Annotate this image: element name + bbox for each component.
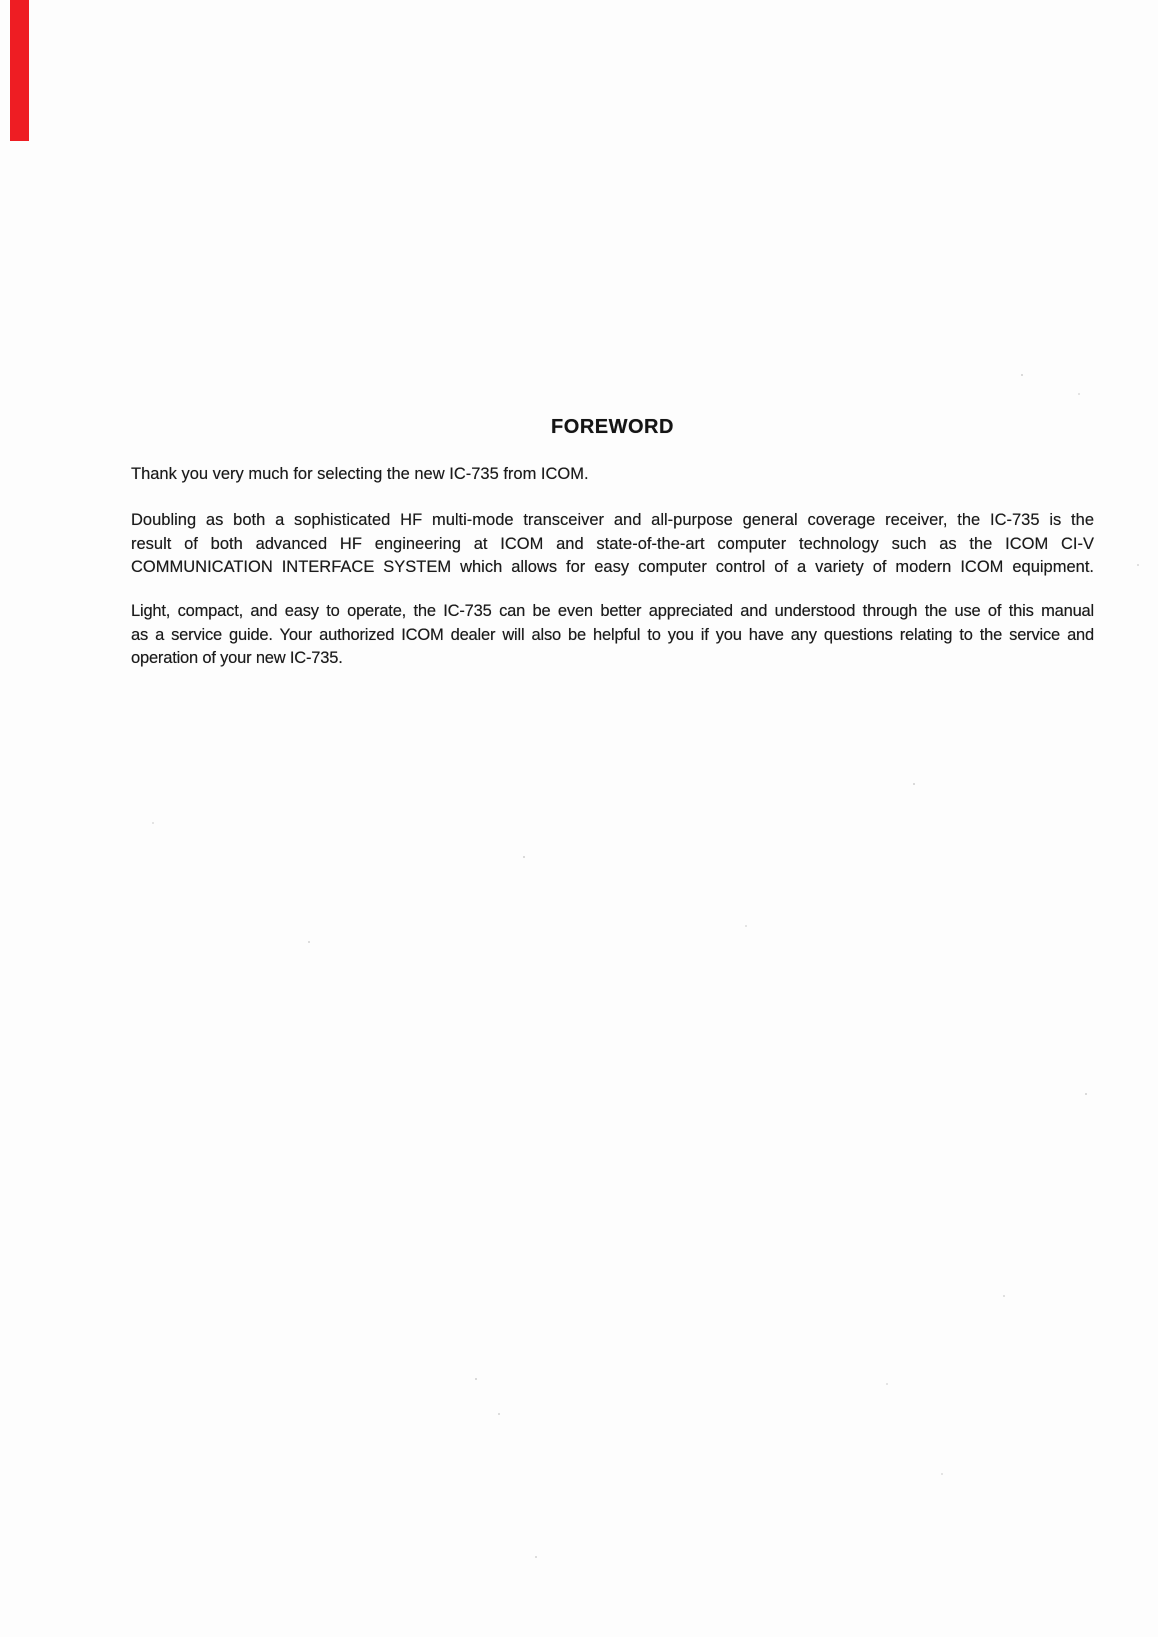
- red-edge-mark: [10, 0, 29, 141]
- scan-speck: [475, 1378, 477, 1380]
- paragraph-line: Light, compact, and easy to operate, the IC-735 can be even better appreciated and understood through the use of this manual: [131, 602, 1094, 620]
- paragraph-line: COMMUNICATION INTERFACE SYSTEM which allows for easy computer control of a variety of modern ICOM equipment.: [131, 558, 1094, 576]
- paragraph-line: Thank you very much for selecting the new IC-735 from ICOM.: [131, 465, 589, 483]
- scan-speck: [1085, 1093, 1087, 1095]
- scan-speck: [308, 941, 310, 943]
- scan-speck: [1078, 393, 1080, 395]
- page-title: FOREWORD: [551, 416, 674, 438]
- scan-speck: [1137, 564, 1139, 566]
- scan-speck: [152, 822, 154, 824]
- scan-speck: [745, 925, 747, 927]
- scan-speck: [523, 856, 525, 858]
- paragraph-line: result of both advanced HF engineering at ICOM and state-of-the-art computer technology such as the ICOM CI-V: [131, 534, 1094, 553]
- paragraph-line: Doubling as both a sophisticated HF multi-mode transceiver and all-purpose general coverage receiver, the IC-735 is the: [131, 511, 1094, 529]
- scan-speck: [535, 1556, 537, 1558]
- scan-speck: [886, 1383, 888, 1385]
- scan-speck: [913, 783, 915, 785]
- scan-speck: [941, 1473, 943, 1475]
- scan-speck: [1003, 1295, 1005, 1297]
- scan-speck: [498, 1413, 500, 1415]
- scan-speck: [1021, 374, 1023, 376]
- paragraph-line: as a service guide. Your authorized ICOM dealer will also be helpful to you if you have any questions relating to the service and: [131, 625, 1094, 644]
- paragraph-line: operation of your new IC-735.: [131, 649, 343, 667]
- paragraph-intro: [131, 463, 1094, 487]
- paragraph-service-guide: [131, 600, 1094, 671]
- paragraph-description: [131, 509, 1094, 580]
